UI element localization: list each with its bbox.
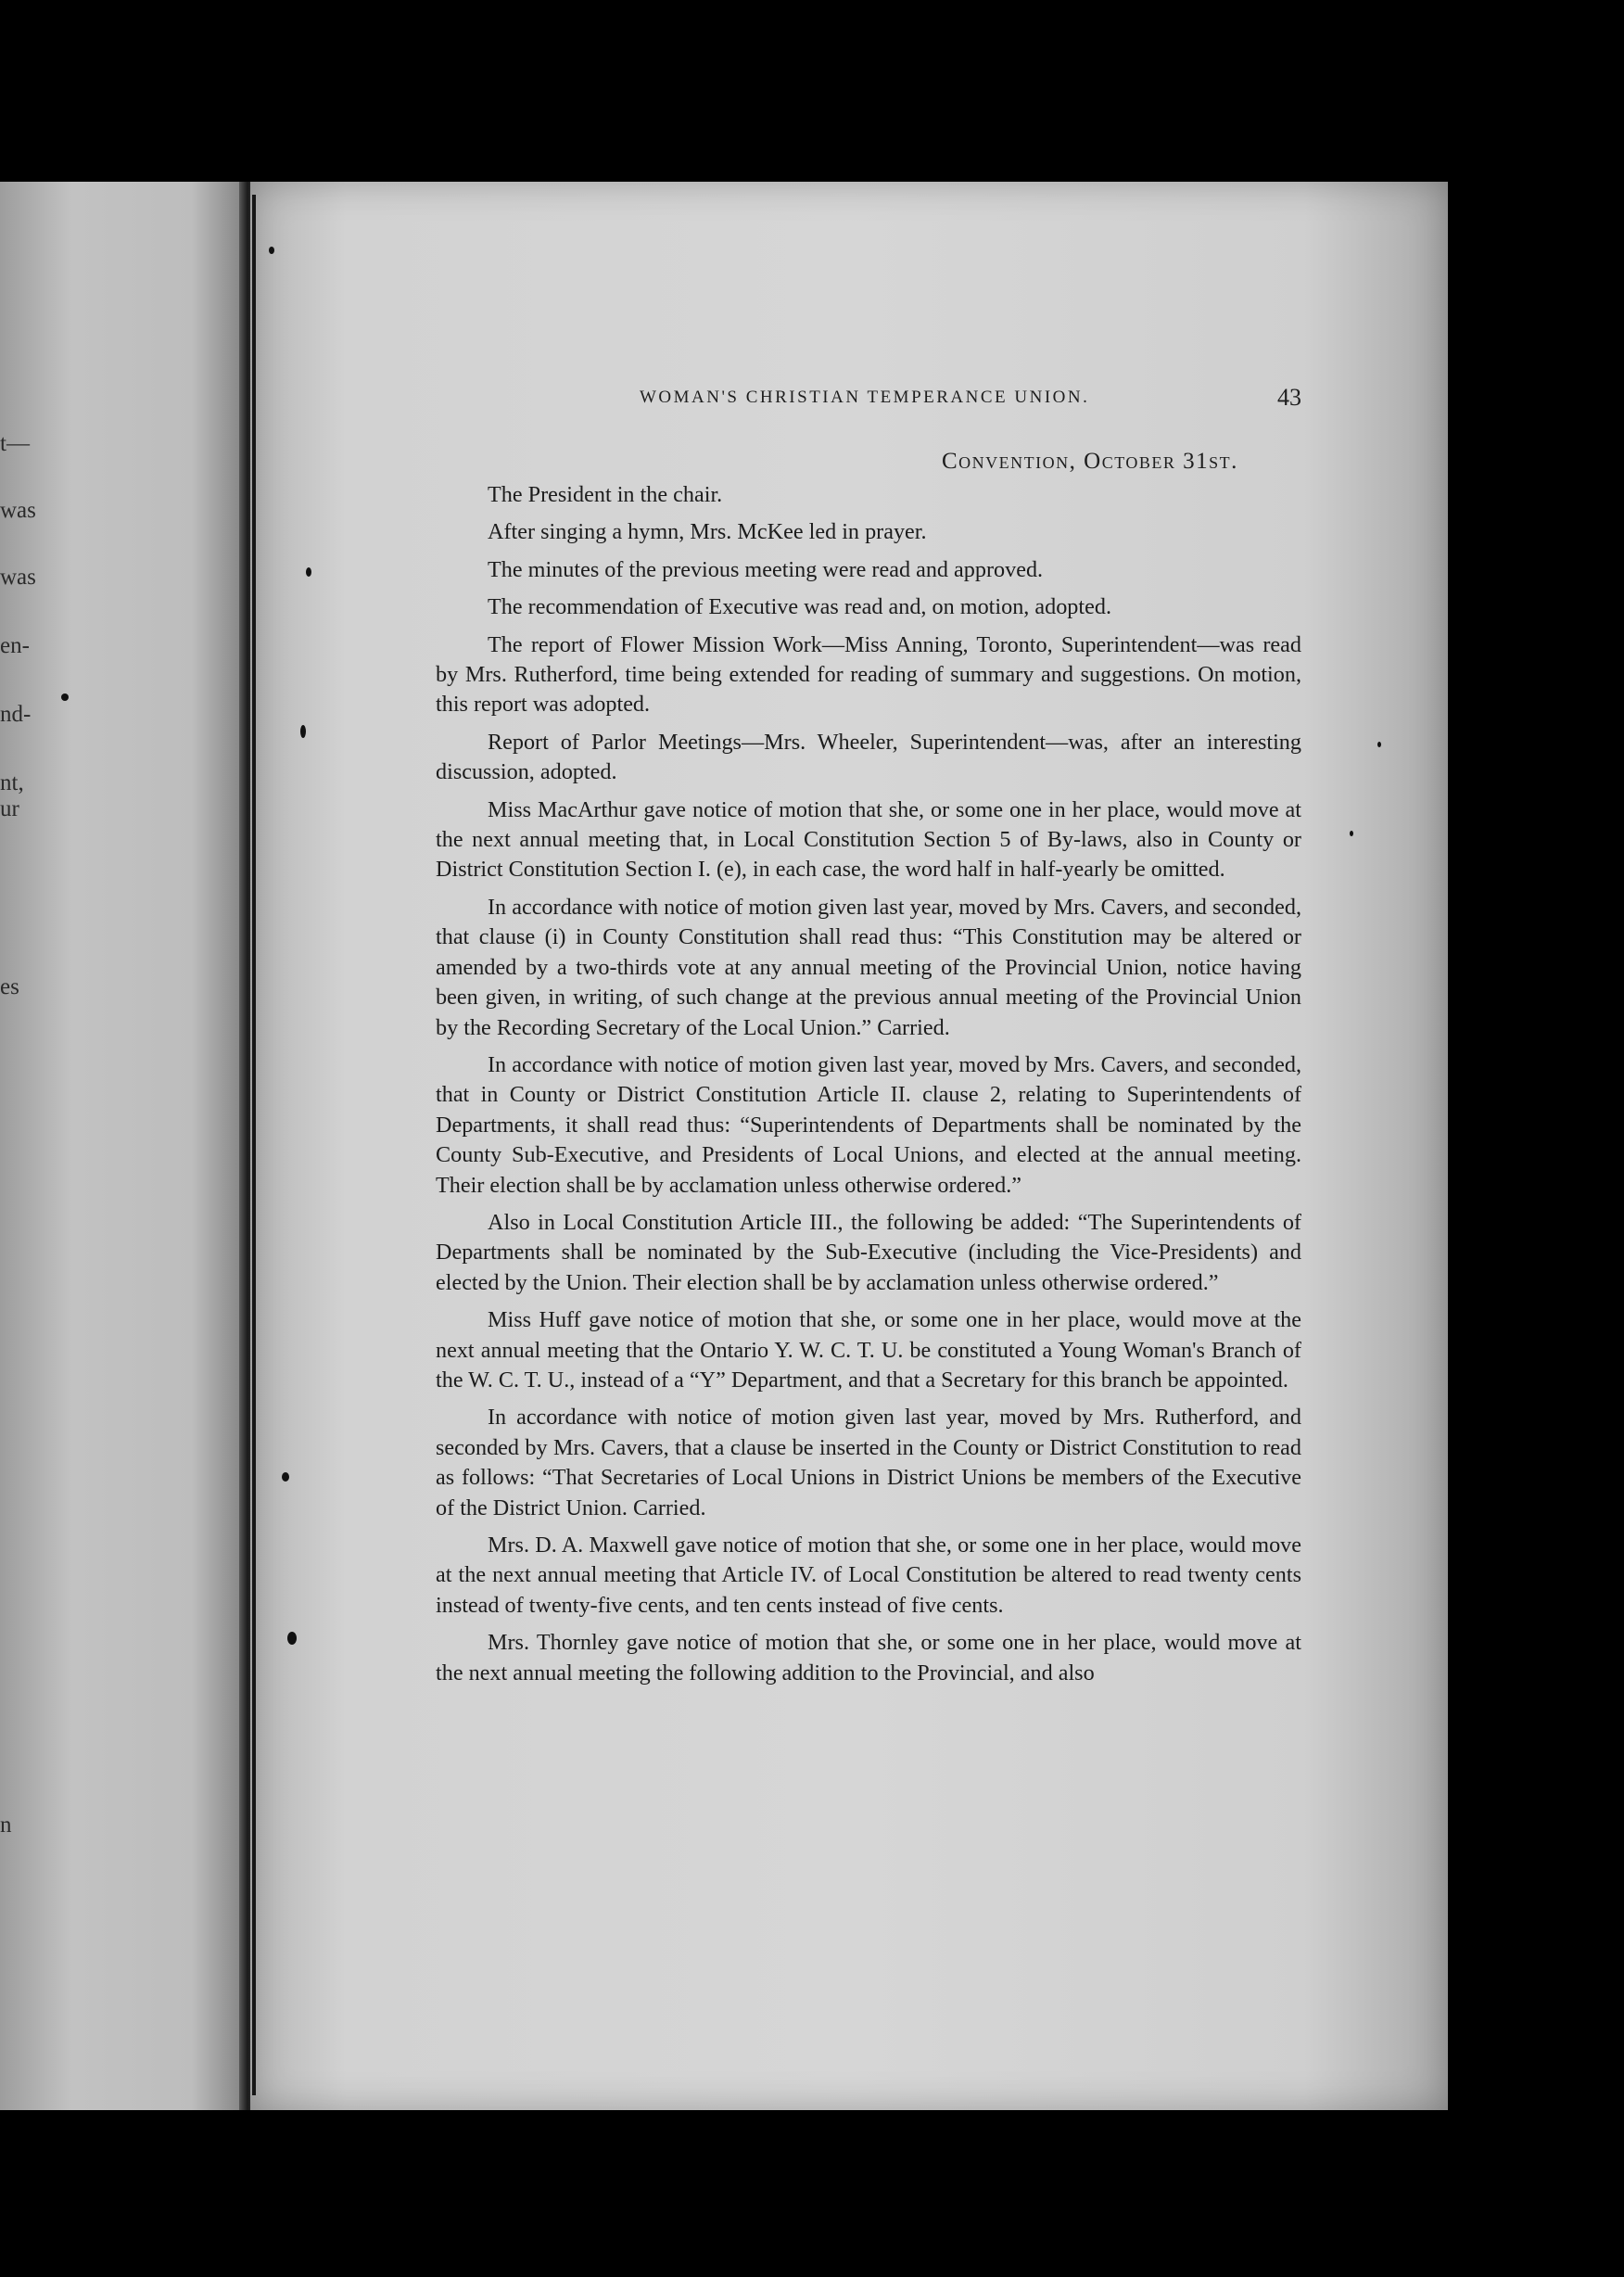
facing-page-fragment: nt, — [0, 770, 24, 795]
paragraph: In accordance with notice of motion given last year, moved by Mrs. Rutherford, and seconded by Mrs. Cavers, that a clause be inserted in the County or District Constitution to read as follows: “That Secretaries of Local Unions in District Unions be members of the Executive of the District Union. Carried. — [436, 1405, 1301, 1520]
paragraph: In accordance with notice of motion given last year, moved by Mrs. Cavers, and seconded, that clause (i) in County Constitution shall read thus: “This Constitution may be altered or amended by a two-thirds vote at any annual meeting of the Provincial Union, notice having been given, in writing, of such change at the previous annual meeting of the Provincial Union by the Recording Secretary of the Local Union.” Carried. — [436, 894, 1301, 1040]
facing-page-fragment: t— — [0, 431, 30, 456]
facing-page-fragment: es — [0, 974, 19, 999]
paragraph: The report of Flower Mission Work—Miss Anning, Toronto, Superintendent—was read by Mrs. Rutherford, time being extended for reading of summary and suggestions. On motion, this report was adopted. — [436, 631, 1301, 718]
paragraph: The President in the chair. — [488, 482, 723, 507]
scan-speck — [1350, 831, 1353, 836]
facing-page-fragment: ur — [0, 796, 19, 821]
facing-page-fragment: en- — [0, 633, 30, 658]
paragraph: Also in Local Constitution Article III., the following be added: “The Superintendents of Departments shall be nominated by the Sub-Executive (including the Vice-Presidents) and elected by the Union. Their election shall be by acclamation unless otherwise ordered.” — [436, 1209, 1301, 1295]
facing-page-fragment: was — [0, 498, 36, 523]
scan-speck — [1377, 742, 1381, 747]
page-body — [436, 480, 1301, 1696]
paragraph: The recommendation of Executive was read and, on motion, adopted. — [488, 594, 1111, 620]
paragraph: Report of Parlor Meetings—Mrs. Wheeler, Superintendent—was, after an interesting discussion, adopted. — [436, 729, 1301, 785]
paragraph: Mrs. Thornley gave notice of motion that she, or some one in her place, would move at the next annual meeting the following addition to the Provincial, and also — [436, 1630, 1301, 1685]
running-head: WOMAN'S CHRISTIAN TEMPERANCE UNION. — [640, 388, 1090, 407]
paragraph: In accordance with notice of motion given last year, moved by Mrs. Cavers, and seconded, that in County or District Constitution Article II. clause 2, relating to Superintendents of Departments, it shall read thus: “Superintendents of Departments shall be nominated by the County Sub-Executive, and Presidents of Local Unions, and elected at the annual meeting. Their election shall be by acclamation unless otherwise ordered.” — [436, 1051, 1301, 1198]
facing-page-fragment: n — [0, 1813, 12, 1838]
scan-speck — [306, 567, 311, 577]
scan-speck — [282, 1472, 289, 1482]
facing-page-fragment: was — [0, 565, 36, 590]
page-number: 43 — [1277, 384, 1301, 411]
scan-speck — [269, 247, 274, 254]
session-heading: Convention, October 31st. — [942, 449, 1238, 474]
paragraph: Mrs. D. A. Maxwell gave notice of motion that she, or some one in her place, would move at the next annual meeting that Article IV. of Local Constitution be altered to read twenty cents instead of twenty-five cents, and ten cents instead of five cents. — [436, 1533, 1301, 1618]
page-edge-line — [252, 195, 256, 2095]
scan-speck — [287, 1632, 297, 1645]
scan-speck — [61, 693, 69, 701]
paragraph: Miss Huff gave notice of motion that she, or some one in her place, would move at the next annual meeting that the Ontario Y. W. C. T. U. be constituted a Young Woman's Branch of the W. C. T. U., instead of a “Y” Department, and that a Secretary for this branch be appointed. — [436, 1307, 1301, 1393]
scan-speck — [300, 725, 306, 738]
paragraph: Miss MacArthur gave notice of motion that she, or some one in her place, would move at the next annual meeting that, in Local Constitution Section 5 of By-laws, also in County or District Constitution Section I. (e), in each case, the word half in half-yearly be omitted. — [436, 796, 1301, 883]
paragraph: After singing a hymn, Mrs. McKee led in prayer. — [488, 519, 927, 545]
paragraph: The minutes of the previous meeting were read and approved. — [488, 556, 1044, 582]
facing-page — [0, 182, 239, 2110]
facing-page-fragment: nd- — [0, 702, 32, 727]
